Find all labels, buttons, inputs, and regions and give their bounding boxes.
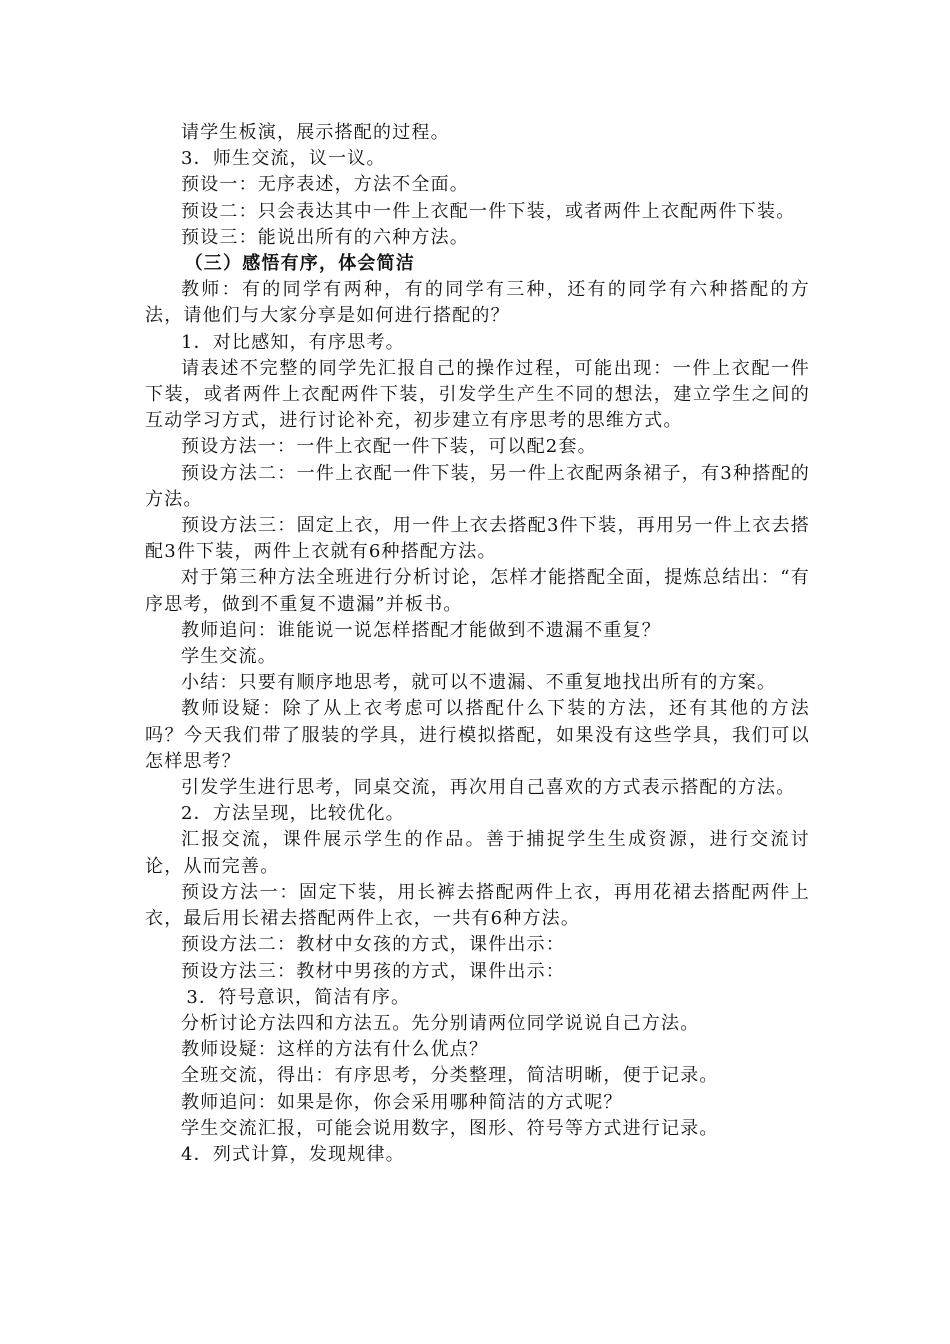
section-item: 1．对比感知，有序思考。: [181, 331, 405, 353]
section-item: 4．列式计算，发现规律。: [181, 1143, 405, 1165]
section-item: 3．师生交流，议一议。: [181, 148, 386, 170]
paragraph: 教师追问：如果是你，你会采用哪种简洁的方式呢？: [181, 1091, 623, 1113]
paragraph: 预设二：只会表达其中一件上衣配一件下装，或者两件上衣配两件下装。: [181, 200, 796, 222]
paragraph: 教师追问：谁能说一说怎样搭配才能做到不遗漏不重复？: [181, 619, 661, 641]
section-item: 3．符号意识，简洁有序。: [186, 986, 411, 1008]
paragraph: 教师设疑：除了从上衣考虑可以搭配什么下装的方法，还有其他的方法吗？今天我们带了服装的学具，进行模拟搭配，如果没有这些学具，我们可以怎样思考？: [145, 698, 810, 772]
paragraph: 预设方法二：教材中女孩的方式，课件出示：: [181, 934, 565, 956]
document-body: [145, 120, 810, 1168]
section-item: 2．方法呈现，比较优化。: [181, 803, 405, 825]
paragraph: 教师：有的同学有两种，有的同学有三种，还有的同学有六种搭配的方法，请他们与大家分享是如何进行搭配的？: [145, 279, 810, 327]
paragraph: 分析讨论方法四和方法五。先分别请两位同学说说自己方法。: [181, 1012, 700, 1034]
paragraph: 预设方法三：教材中男孩的方式，课件出示：: [181, 960, 565, 982]
paragraph: 预设方法一：一件上衣配一件下装，可以配2套。: [181, 436, 597, 458]
paragraph: 学生交流汇报，可能会说用数字，图形、符号等方式进行记录。: [181, 1117, 719, 1139]
paragraph: 小结：只要有顺序地思考，就可以不遗漏、不重复地找出所有的方案。: [181, 672, 777, 694]
paragraph: 教师设疑：这样的方法有什么优点？: [181, 1039, 489, 1061]
paragraph: 预设一：无序表述，方法不全面。: [181, 174, 469, 196]
paragraph: 预设三：能说出所有的六种方法。: [181, 226, 469, 248]
paragraph: 预设方法一：固定下装，用长裤去搭配两件上衣，再用花裙去搭配两件上衣，最后用长裙去搭配两件上衣，一共有6种方法。: [145, 881, 810, 930]
section-heading: （三）感悟有序，体会简洁: [184, 253, 415, 275]
paragraph: 汇报交流，课件展示学生的作品。善于捕捉学生生成资源，进行交流讨论，从而完善。: [145, 829, 810, 877]
paragraph: 预设方法二：一件上衣配一件下装，另一件上衣配两条裙子，有3种搭配的方法。: [145, 462, 810, 510]
paragraph: 对于第三种方法全班进行分析讨论，怎样才能搭配全面，提炼总结出：“有序思考，做到不重复不遗漏”并板书。: [145, 567, 810, 615]
paragraph: 请学生板演，展示搭配的过程。: [181, 122, 450, 143]
paragraph: 预设方法三：固定上衣，用一件上衣去搭配3件下装，再用另一件上衣去搭配3件下装，两件上衣就有6种搭配方法。: [145, 515, 810, 563]
paragraph: 引发学生进行思考，同桌交流，再次用自己喜欢的方式表示搭配的方法。: [181, 777, 796, 799]
paragraph: 全班交流，得出：有序思考，分类整理，简洁明晰，便于记录。: [181, 1065, 719, 1087]
paragraph: 学生交流。: [181, 646, 277, 668]
paragraph: 请表述不完整的同学先汇报自己的操作过程，可能出现：一件上衣配一件下装，或者两件上衣配两件下装，引发学生产生不同的想法，建立学生之间的互动学习方式，进行讨论补充，初步建立有序思考的思维方式。: [145, 357, 810, 432]
